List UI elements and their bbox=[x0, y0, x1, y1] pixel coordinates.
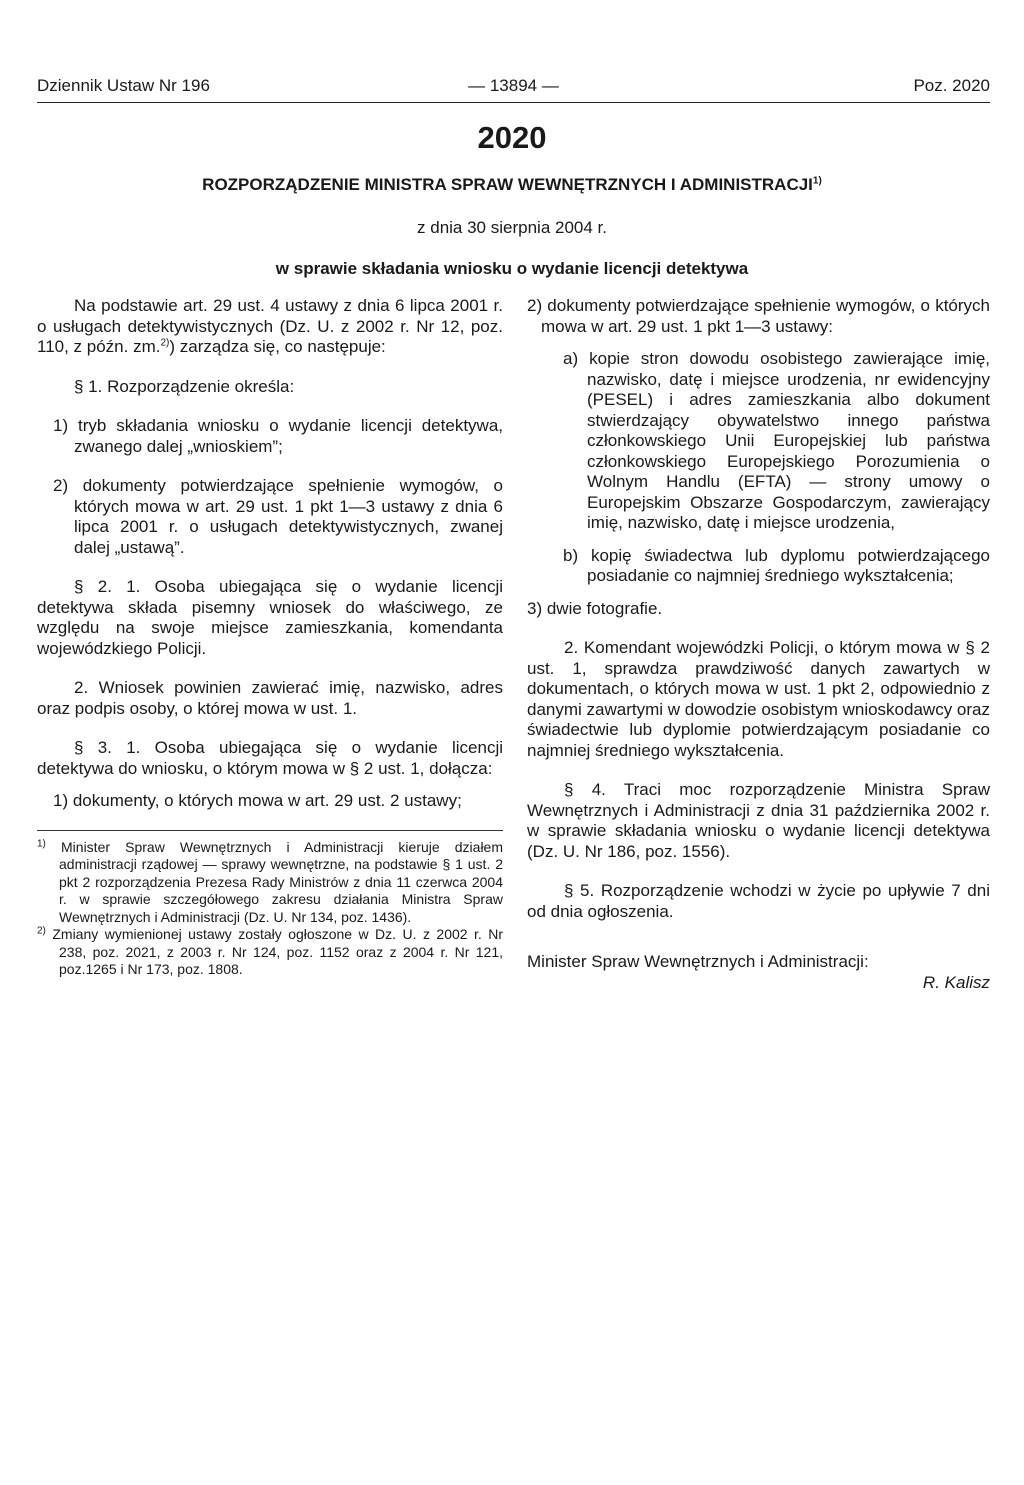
section-3-item-3: 3) dwie fotografie. bbox=[527, 598, 663, 618]
section-3-paragraph-2: 2. Komendant wojewódzki Policji, o którym mowa w § 2 ust. 1, sprawdza prawdziwość danych zawartych w dokumentach, o których mowa w ust. 1 pkt 2, odpowiednio z danymi zawartymi w dowodzie osobistym wnioskodawcy oraz świadectwie lub dyplomie potwierdzającym posiadanie co najmniej średniego wykształcenia. bbox=[527, 638, 990, 760]
section-1-item-1: 1) tryb składania wniosku o wydanie licencji detektywa, zwanego dalej „wnioskiem”; bbox=[53, 416, 503, 456]
act-number: 2020 bbox=[477, 120, 547, 155]
running-header bbox=[37, 76, 990, 102]
section-2-paragraph-1: § 2. 1. Osoba ubiegająca się o wydanie licencji detektywa składa pisemny wniosek do właściwego, ze względu na swoje miejsce zamieszkania, komendanta wojewódzkiego Policji. bbox=[37, 577, 503, 658]
signature-name: R. Kalisz bbox=[922, 972, 990, 992]
footnote-2 bbox=[37, 926, 503, 979]
section-3-item-2-b: b) kopię świadectwa lub dyplomu potwierdzającego posiadanie co najmniej średniego wykształcenia; bbox=[563, 545, 990, 585]
footnote-1-mark: 1) bbox=[37, 837, 46, 849]
header-rule bbox=[37, 102, 990, 103]
section-3-item-1: 1) dokumenty, o których mowa w art. 29 ust. 2 ustawy; bbox=[53, 791, 462, 810]
footnote-2-mark: 2) bbox=[37, 925, 46, 937]
section-1: § 1. Rozporządzenie określa: bbox=[74, 376, 295, 396]
act-subject: w sprawie składania wniosku o wydanie licencji detektywa bbox=[275, 259, 749, 278]
position-number: Poz. 2020 bbox=[913, 76, 990, 95]
right-column bbox=[527, 296, 990, 993]
preamble-text-a: Na podstawie art. 29 ust. 4 ustawy z dnia 6 lipca 2001 r. o usługach detektywistycznych (Dz. U. z 2002 r. Nr 12, poz. 110, z późn. zm. bbox=[37, 296, 503, 356]
preamble-text-b: ) zarządza się, co następuje: bbox=[169, 337, 386, 356]
footnote-1-text: Minister Spraw Wewnętrznych i Administracji kieruje działem administracji rządowej — sprawy wewnętrzne, na podstawie § 1 ust. 2 pkt 2 rozporządzenia Prezesa Rady Ministrów z dnia 11 czerwca 2004 r. w sprawie szczegółowego zakresu działania Ministra Spraw Wewnętrznych i Administracji (Dz. U. Nr 134, poz. 1436). bbox=[59, 838, 504, 925]
footnote-ref-1: 1) bbox=[812, 175, 822, 187]
act-title-text: ROZPORZĄDZENIE MINISTRA SPRAW WEWNĘTRZNYCH I ADMINISTRACJI bbox=[202, 175, 813, 194]
page-number: — 13894 — bbox=[468, 76, 559, 95]
section-5: § 5. Rozporządzenie wchodzi w życie po upływie 7 dni od dnia ogłoszenia. bbox=[527, 881, 990, 921]
footnote-2-text: Zmiany wymienionej ustawy zostały ogłoszone w Dz. U. z 2002 r. Nr 238, poz. 2021, z 2003 r. Nr 124, poz. 1152 oraz z 2004 r. Nr 121, poz.1265 i Nr 173, poz. 1808. bbox=[52, 926, 503, 977]
act-title bbox=[0, 175, 1024, 195]
signatory-title: Minister Spraw Wewnętrznych i Administracji: bbox=[527, 952, 869, 971]
section-4: § 4. Traci moc rozporządzenie Ministra Spraw Wewnętrznych i Administracji z dnia 31 października 2002 r. w sprawie składania wniosku o wydanie licencji detektywa (Dz. U. Nr 186, poz. 1556). bbox=[527, 780, 990, 861]
footnote-ref-2: 2) bbox=[160, 337, 170, 349]
section-3-item-2: 2) dokumenty potwierdzające spełnienie wymogów, o których mowa w art. 29 ust. 1 pkt 1—3 ustawy: bbox=[527, 296, 990, 336]
section-3-paragraph-1: § 3. 1. Osoba ubiegająca się o wydanie licencji detektywa do wniosku, o którym mowa w § 2 ust. 1, dołącza: bbox=[37, 738, 503, 778]
act-date: z dnia 30 sierpnia 2004 r. bbox=[417, 218, 607, 237]
section-3-item-2-a: a) kopie stron dowodu osobistego zawierające imię, nazwisko, datę i miejsce urodzenia, nr ewidencyjny (PESEL) i adres zamieszkania albo dokument stwierdzający obywatelstwo innego państwa członkowskiego Unii Europejskiej lub państwa członkowskiego Europejskiego Porozumienia o Wolnym Handlu (EFTA) — strony umowy o Europejskim Obszarze Gospodarczym, zawierający imię, nazwisko, datę i miejsce urodzenia, bbox=[563, 349, 990, 532]
preamble bbox=[37, 296, 503, 358]
footnote-1 bbox=[37, 839, 503, 927]
left-column bbox=[37, 296, 503, 979]
footnote-rule bbox=[37, 830, 503, 831]
journal-title: Dziennik Ustaw Nr 196 bbox=[37, 76, 210, 95]
section-1-item-2: 2) dokumenty potwierdzające spełnienie wymogów, o których mowa w art. 29 ust. 1 pkt 1—3 ustawy z dnia 6 lipca 2001 r. o usługach detektywistycznych, zwanej dalej „ustawą”. bbox=[53, 476, 503, 557]
section-2-paragraph-2: 2. Wniosek powinien zawierać imię, nazwisko, adres oraz podpis osoby, o której mowa w ust. 1. bbox=[37, 678, 503, 718]
